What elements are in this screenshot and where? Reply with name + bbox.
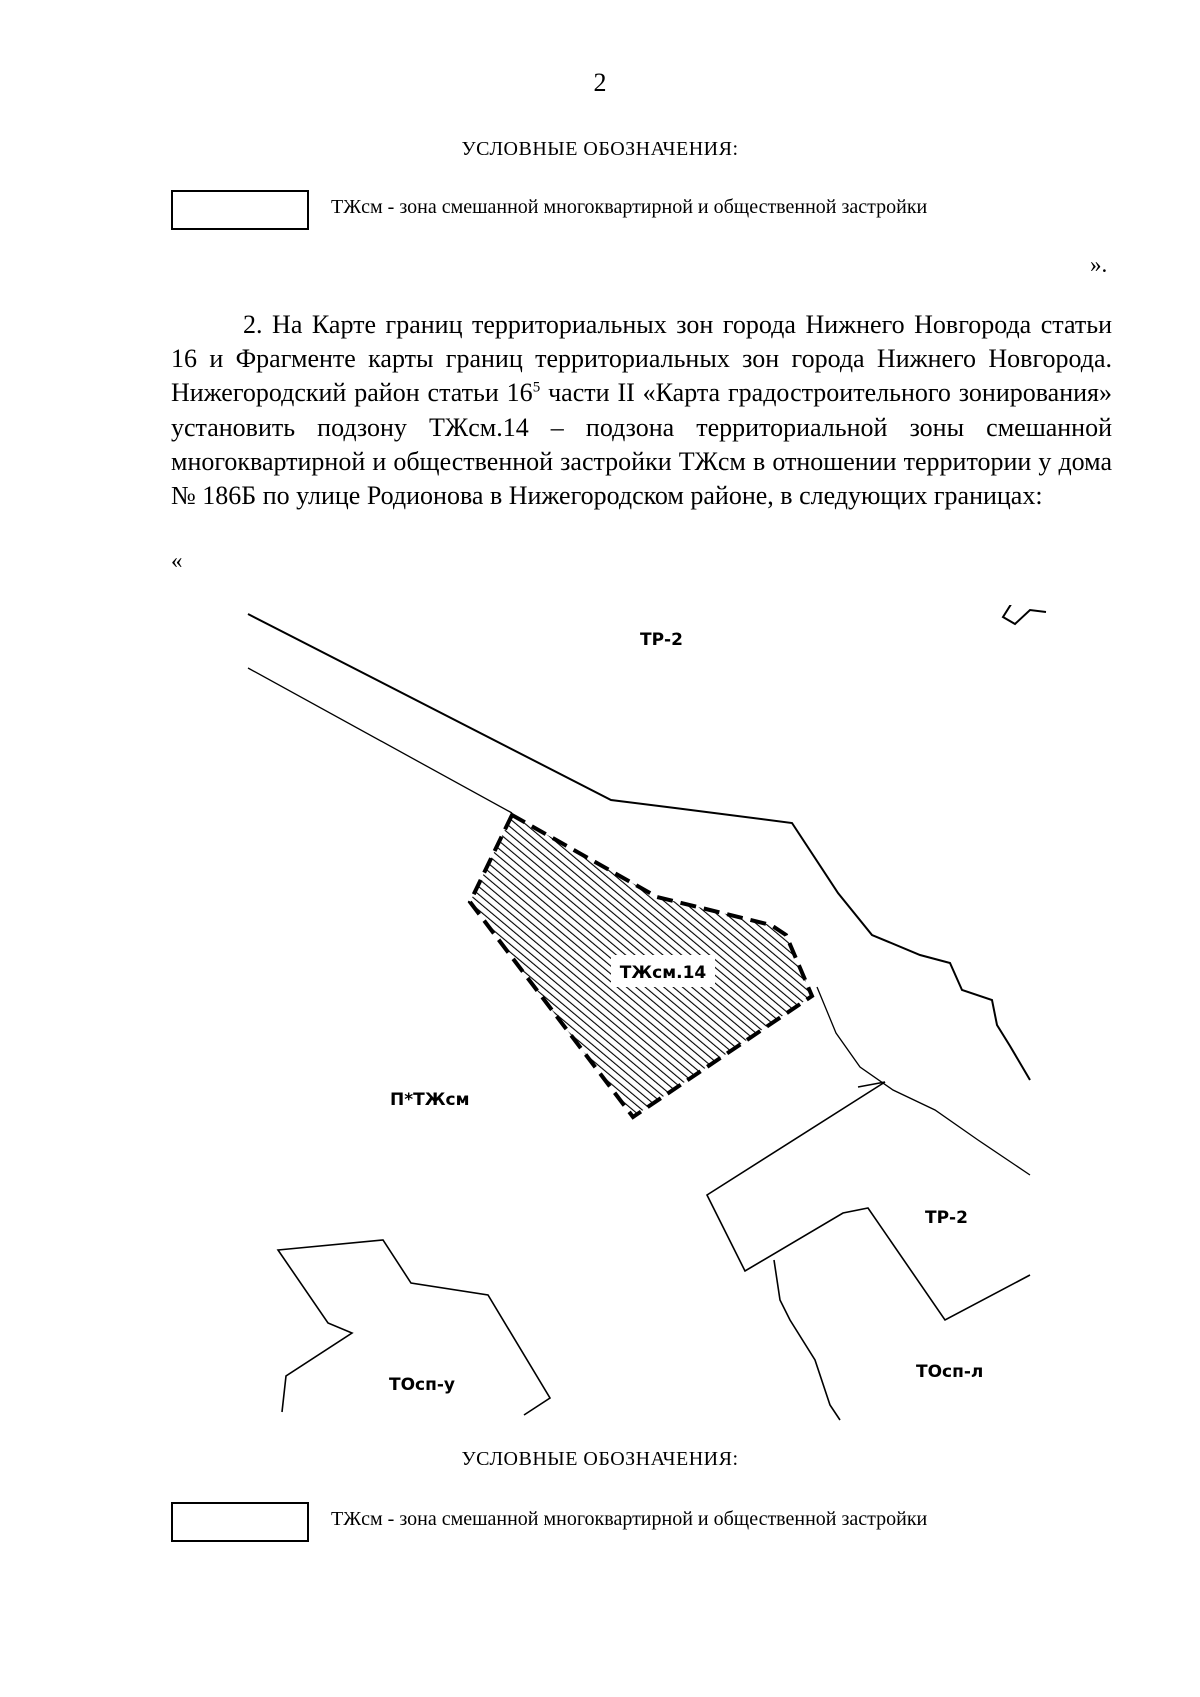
legend-swatch-bottom <box>171 1502 309 1542</box>
paragraph-superscript: 5 <box>532 379 541 396</box>
legend-swatch-top <box>171 190 309 230</box>
map-label-p-tzhsm: П*ТЖсм <box>390 1090 470 1110</box>
opening-quote: « <box>171 548 183 573</box>
map-label-tosp-l: ТОсп-л <box>916 1362 984 1382</box>
legend-item-bottom: ТЖсм - зона смешанной многоквартирной и общественной застройки <box>331 1508 928 1530</box>
zone-boundary-tr2 <box>707 1082 1030 1320</box>
map-label-tosp-u: ТОсп-у <box>389 1375 456 1395</box>
main-paragraph <box>171 308 1112 513</box>
map-label-tr2-top: ТР-2 <box>640 630 683 650</box>
legend-item-top: ТЖсм - зона смешанной многоквартирной и общественной застройки <box>331 196 928 218</box>
legend-heading-bottom: УСЛОВНЫЕ ОБОЗНАЧЕНИЯ: <box>461 1448 739 1470</box>
paragraph-text-part1: 2. На Карте границ территориальных зон города Нижнего Новгорода статьи 16 и Фрагменте карты границ территориальных зон города Нижнего Новгорода. Нижегородский район статьи 16 <box>171 310 1112 408</box>
page-number: 2 <box>593 68 607 97</box>
map-label-subzone: ТЖсм.14 <box>619 963 707 983</box>
map-detail-mark <box>1003 605 1046 624</box>
zoning-map <box>240 605 1060 1425</box>
legend-heading-top: УСЛОВНЫЕ ОБОЗНАЧЕНИЯ: <box>461 138 739 160</box>
road-edge-south <box>248 668 512 813</box>
map-label-tr2-bottom: ТР-2 <box>925 1208 968 1228</box>
paragraph-text-part2: части II «Карта градостроительного зонирования» установить подзону ТЖсм.14 – подзона территориальной зоны смешанной многоквартирной и общественной застройки ТЖсм в отношении территории у дома № 186Б по улице Родионова в Нижегородском районе, в следующих границах: <box>171 378 1112 511</box>
road-edge-south-2 <box>817 987 1030 1175</box>
closing-quote: ». <box>1090 252 1108 277</box>
zone-boundary-tosp-l <box>774 1260 840 1420</box>
